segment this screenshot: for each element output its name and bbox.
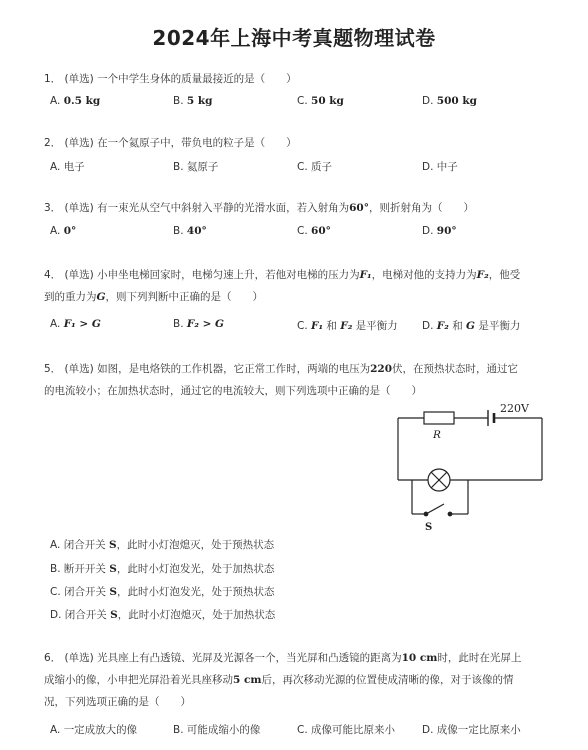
q2-option-d[interactable]: D. 中子 (422, 161, 458, 173)
option-value: 5 kg (186, 95, 213, 107)
q4-option-c[interactable]: C. F₁ 和 F₂ 是平衡力 (297, 320, 398, 332)
question-2-stem (44, 132, 554, 154)
q4-option-d[interactable]: D. F₂ 和 G 是平衡力 (422, 320, 521, 332)
q1-option-c[interactable]: C. 50 kg (297, 95, 344, 107)
q4-option-b[interactable]: B. F₂ > G (173, 318, 225, 330)
question-type: (单选) (64, 269, 94, 281)
q2-option-c[interactable]: C. 质子 (297, 161, 333, 173)
q2-option-a[interactable]: A. 电子 (50, 161, 85, 173)
q1-option-b[interactable]: B. 5 kg (173, 95, 213, 107)
question-number: 5． (44, 363, 62, 375)
question-text: 一个中学生身体的质量最接近的是（ ） (97, 73, 297, 85)
q3-option-b[interactable]: B. 40° (173, 225, 207, 237)
q2-option-b[interactable]: B. 氦原子 (173, 161, 219, 173)
q1-option-d[interactable]: D. 500 kg (422, 95, 477, 107)
question-5-stem: 5． (单选) 如图，是电烙铁的工作机器，它正常工作时，两端的电压为220伏，在预热状态时，通过它 的电流较小；在加热状态时，通过它的电流较大，则下列选项中正确的是（ ） (44, 363, 518, 397)
q3-option-c[interactable]: C. 60° (297, 225, 331, 237)
question-type: (单选) (64, 363, 94, 375)
q5-option-c[interactable]: C. 闭合开关 S，此时小灯泡发光，处于预热状态 (50, 586, 275, 598)
question-type: (单选) (64, 73, 94, 85)
resistor (424, 412, 454, 424)
switch-label: S (425, 522, 433, 532)
question-number: 6． (44, 652, 62, 664)
question-type: (单选) (64, 202, 94, 214)
q6-option-c[interactable]: C. 成像可能比原来小 (297, 724, 396, 736)
option-value: 0.5 kg (63, 95, 101, 107)
option-value: 50 kg (311, 95, 344, 107)
question-type: (单选) (64, 652, 94, 664)
q4-option-a[interactable]: A. F₁ > G (50, 318, 101, 330)
q5-option-d[interactable]: D. 闭合开关 S，此时小灯泡熄灭，处于加热状态 (50, 609, 276, 621)
question-number: 4． (44, 269, 62, 281)
q5-option-a[interactable]: A. 闭合开关 S，此时小灯泡熄灭，处于预热状态 (50, 539, 275, 551)
question-number: 2． (44, 137, 62, 149)
option-value: 500 kg (436, 95, 477, 107)
switch-blade (426, 504, 444, 514)
question-4-stem: 4． (单选) 小申坐电梯回家时，电梯匀速上升，若他对电梯的压力为F₁，电梯对他的支持力为F₂，他受 到的重力为G，则下列判断中正确的是（ ） (44, 269, 521, 303)
q3-option-d[interactable]: D. 90° (422, 225, 457, 237)
switch-contact-right (448, 512, 452, 516)
q6-option-d[interactable]: D. 成像一定比原来小 (422, 724, 521, 736)
q5-option-b[interactable]: B. 断开开关 S，此时小灯泡发光，处于加热状态 (50, 563, 275, 575)
question-3-stem: 3． (单选) 有一束光从空气中斜射入平静的光滑水面，若入射角为60°，则折射角为（ ） (44, 202, 474, 214)
q6-option-a[interactable]: A. 一定成放大的像 (50, 724, 138, 736)
resistor-label: R (433, 429, 441, 441)
voltage-label: 220V (500, 402, 529, 415)
incident-angle: 60° (349, 202, 369, 214)
question-1-stem (44, 68, 554, 90)
question-6-stem: 6． (单选) 光具座上有凸透镜、光屏及光源各一个，当光屏和凸透镜的距离为10 cm时，此时在光屏上 成缩小的像，小申把光屏沿着光具座移动5 cm后，再次移动光源的位置使成清晰的像，对于该像的情 况，下列选项正确的是（ ） (44, 652, 522, 708)
page-title: 2024年上海中考真题物理试卷 (152, 26, 436, 50)
q6-option-b[interactable]: B. 可能成缩小的像 (173, 724, 261, 736)
q3-option-a[interactable]: A. 0° (50, 225, 77, 237)
question-text: 在一个氦原子中，带负电的粒子是（ ） (97, 137, 297, 149)
question-type: (单选) (64, 137, 94, 149)
question-number: 1． (44, 73, 62, 85)
circuit-diagram (390, 396, 550, 532)
q1-option-a[interactable]: A. 0.5 kg (50, 95, 101, 107)
question-number: 3． (44, 202, 62, 214)
